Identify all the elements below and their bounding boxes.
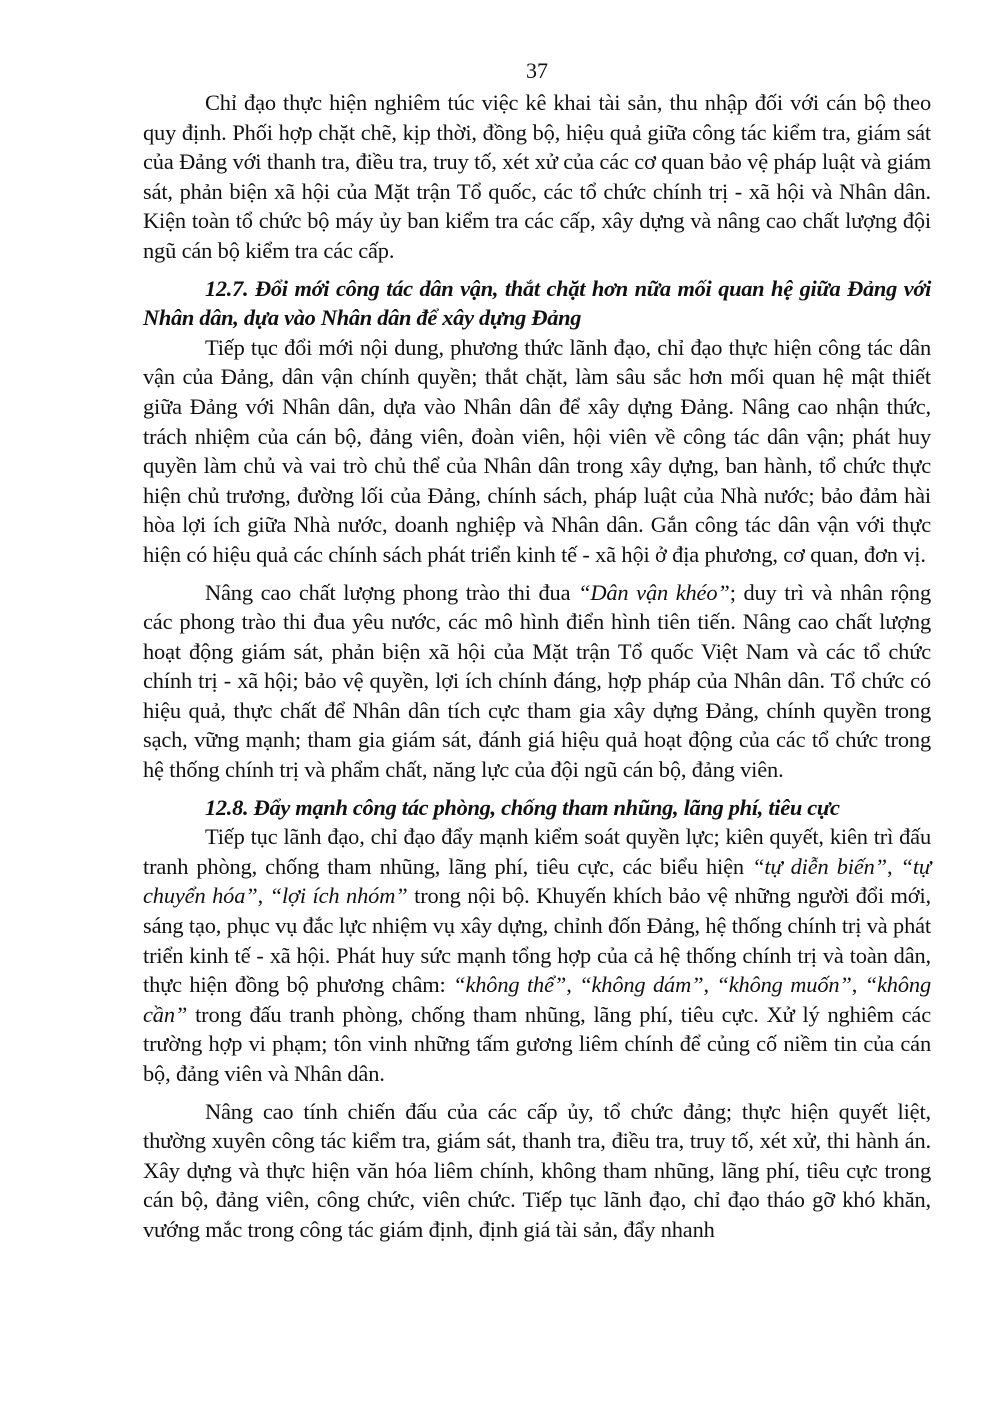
page-number: 37: [526, 58, 548, 83]
quoted-term: “lợi ích nhóm”: [269, 883, 408, 909]
quoted-term: “không dám”: [579, 972, 704, 998]
quoted-term: “Dân vận khéo”: [578, 579, 730, 605]
section-heading-12-7: 12.7. Đổi mới công tác dân vận, thắt chặt hơn nữa mối quan hệ giữa Đảng với Nhân dân, dựa vào Nhân dân để xây dựng Đảng: [143, 275, 931, 331]
text-run: trong nội bộ. Khuyến khích bảo vệ những người đổi mới, sáng tạo, phục vụ đắc lực nhiệm vụ xây dựng, chỉnh đốn Đảng, hệ thống chính trị và phát triển kinh tế - xã hội. Phát huy sức mạnh tổng hợp của cả hệ thống chính trị và toàn dân, thực hiện đồng bộ phương châm:: [143, 883, 931, 998]
quoted-term: “không thể”: [453, 972, 567, 998]
text-run: ,: [566, 972, 580, 998]
paragraph-anti-corruption: [143, 822, 931, 1088]
quoted-term: “tự diễn biến”: [752, 853, 887, 879]
text-run: Tiếp tục lãnh đạo, chỉ đạo đẩy mạnh kiểm soát quyền lực; kiên quyết, kiên trì đấu tranh phòng, chống tham nhũng, lãng phí, tiêu cực, các biểu hiện: [143, 824, 931, 879]
paragraph-mass-mobilization: Tiếp tục đổi mới nội dung, phương thức lãnh đạo, chỉ đạo thực hiện công tác dân vận của Đảng, dân vận chính quyền; thắt chặt, làm sâu sắc hơn mối quan hệ mật thiết giữa Đảng với Nhân dân, dựa vào Nhân dân để xây dựng Đảng. Nâng cao nhận thức, trách nhiệm của cán bộ, đảng viên, đoàn viên, hội viên về công tác dân vận; phát huy quyền làm chủ và vai trò chủ thể của Nhân dân trong xây dựng, ban hành, tổ chức thực hiện chủ trương, đường lối của Đảng, chính sách, pháp luật của Nhà nước; bảo đảm hài hòa lợi ích giữa Nhà nước, doanh nghiệp và Nhân dân. Gắn công tác dân vận với thực hiện có hiệu quả các chính sách phát triển kinh tế - xã hội ở địa phương, cơ quan, đơn vị.: [143, 334, 931, 567]
paragraph-asset-declaration: Chỉ đạo thực hiện nghiêm túc việc kê khai tài sản, thu nhập đối với cán bộ theo quy định. Phối hợp chặt chẽ, kịp thời, đồng bộ, hiệu quả giữa công tác kiểm tra, giám sát của Đảng với thanh tra, điều tra, truy tố, xét xử của các cơ quan bảo vệ pháp luật và giám sát, phản biện xã hội của Mặt trận Tổ quốc, các tổ chức chính trị - xã hội và Nhân dân. Kiện toàn tổ chức bộ máy ủy ban kiểm tra các cấp, xây dựng và nâng cao chất lượng đội ngũ cán bộ kiểm tra các cấp.: [143, 90, 931, 263]
document-page: [143, 58, 931, 1245]
quoted-term: “không cần”: [143, 972, 931, 1027]
text-run: ; duy trì và nhân rộng các phong trào thi đua yêu nước, các mô hình điển hình tiên tiến. Nâng cao chất lượng hoạt động giám sát, phản biện xã hội của Mặt trận Tổ quốc Việt Nam và các tổ chức chính trị - xã hội; bảo vệ quyền, lợi ích chính đáng, hợp pháp của Nhân dân. Tổ chức có hiệu quả, thực chất để Nhân dân tích cực tham gia xây dựng Đảng, chính quyền trong sạch, vững mạnh; tham gia giám sát, đánh giá hiệu quả hoạt động của các tổ chức trong hệ thống chính trị và phẩm chất, năng lực của đội ngũ cán bộ, đảng viên.: [143, 579, 931, 783]
quoted-term: “không muốn”: [716, 972, 852, 998]
text-run: ,: [851, 972, 865, 998]
quoted-term: “tự chuyển hóa”: [143, 853, 931, 909]
text-run: trong đấu tranh phòng, chống tham nhũng, lãng phí, tiêu cực. Xử lý nghiêm các trường hợp vi phạm; tôn vinh những tấm gương liêm chính để củng cố niềm tin của cán bộ, đảng viên và Nhân dân.: [143, 1001, 931, 1086]
text-run: ,: [703, 972, 717, 998]
section-heading-12-8: 12.8. Đẩy mạnh công tác phòng, chống tham nhũng, lãng phí, tiêu cực: [205, 794, 840, 820]
text-run: ,: [257, 883, 270, 909]
paragraph-combativeness: Nâng cao tính chiến đấu của các cấp ủy, tổ chức đảng; thực hiện quyết liệt, thường xuyên công tác kiểm tra, giám sát, thanh tra, điều tra, truy tố, xét xử, thi hành án. Xây dựng và thực hiện văn hóa liêm chính, không tham nhũng, lãng phí, tiêu cực trong cán bộ, đảng viên, công chức, viên chức. Tiếp tục lãnh đạo, chỉ đạo tháo gỡ khó khăn, vướng mắc trong công tác giám định, định giá tài sản, đẩy nhanh: [143, 1098, 931, 1242]
text-run: ,: [886, 853, 901, 879]
text-run: Nâng cao chất lượng phong trào thi đua: [205, 579, 579, 605]
paragraph-emulation-movement: [143, 578, 931, 785]
